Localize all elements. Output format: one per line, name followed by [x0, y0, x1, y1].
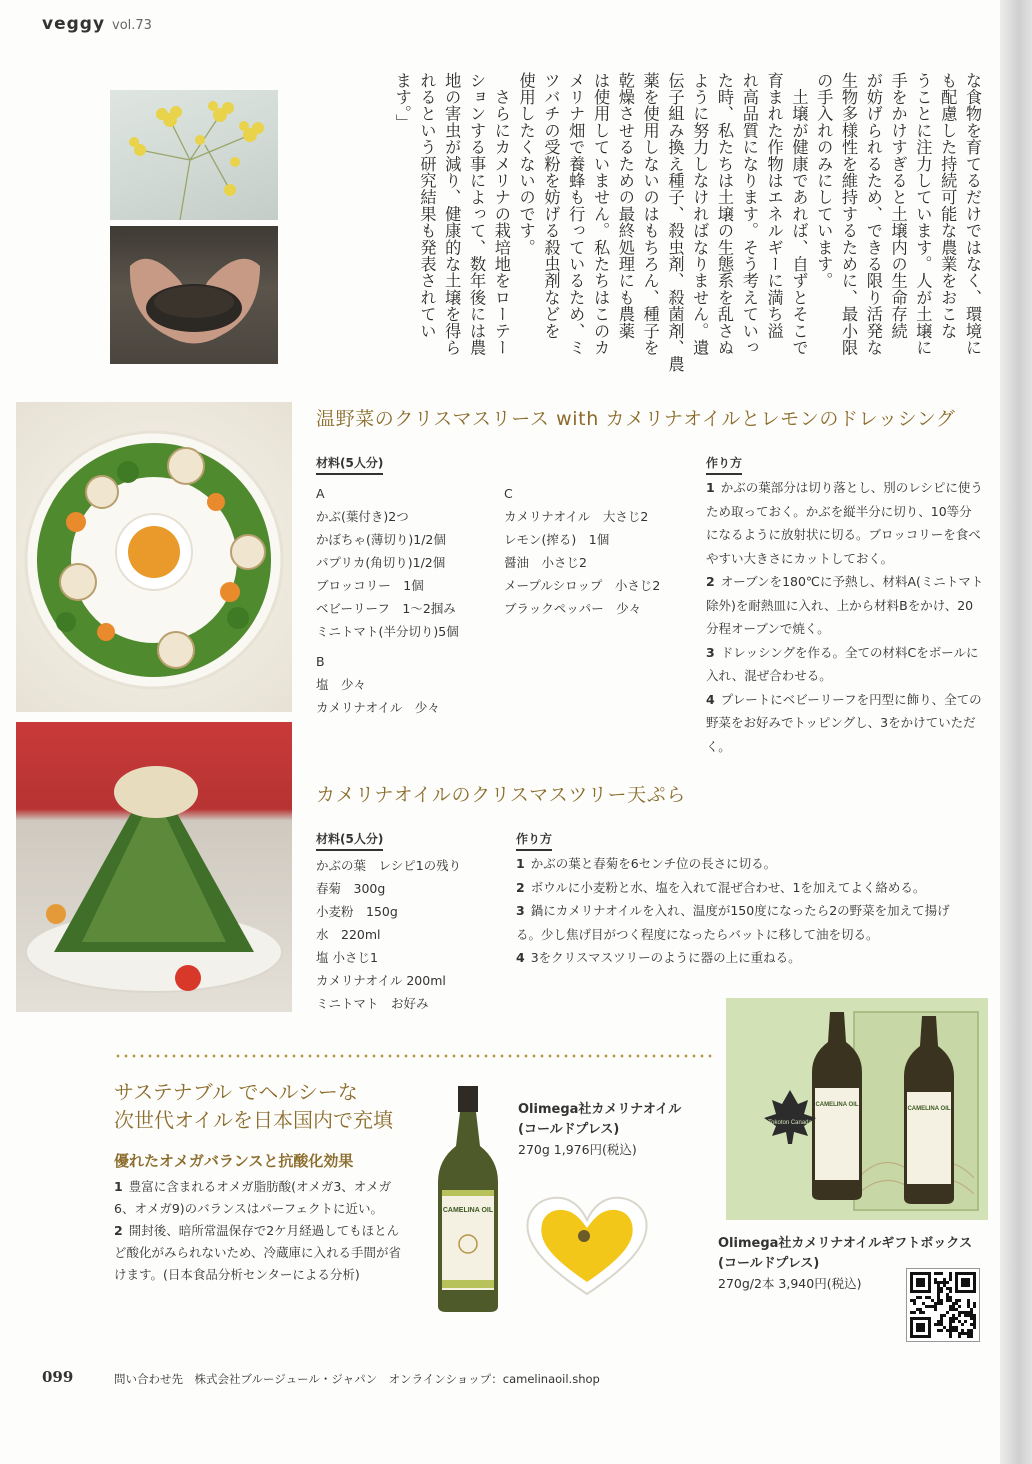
ingredient-item: カメリナオイル 大さじ2: [504, 509, 649, 524]
christmas-wreath-salad-photo: [16, 402, 292, 712]
intro-column: も配慮した持続可能な農業をおこな: [938, 72, 958, 340]
intro-column: れるという研究結果も発表されてい: [417, 72, 437, 340]
recipe1-title: 温野菜のクリスマスリース with カメリナオイルとレモンのドレッシング: [316, 408, 956, 430]
page-number: 099: [42, 1368, 74, 1386]
recipe2-method-label: 作り方: [516, 830, 552, 851]
heart-dish-oil-image: [522, 1190, 652, 1300]
magazine-volume: vol.73: [112, 18, 152, 33]
intro-column: さらにカメリナの栽培地をローテー: [491, 72, 511, 356]
ingredient-item: ブラックペッパー 少々: [504, 601, 642, 616]
ingredient-item: ミニトマト(半分切り)5個: [316, 624, 459, 639]
promo-headline-2: 次世代オイルを日本国内で充填: [114, 1108, 393, 1132]
intro-column: た時、私たちは土壌の生態系を乱さぬ: [715, 72, 735, 356]
recipe-step: 1 かぶの葉と春菊を6センチ位の長さに切る。: [516, 856, 777, 871]
ingredient-item: 水 220ml: [316, 927, 381, 942]
intro-column: が妨げられるため、できる限り活発な: [863, 72, 883, 356]
recipe-step: 4 プレートにベビーリーフを円型に飾り、全ての野菜をお好みでトッピングし、3をかけていただく。: [706, 691, 982, 754]
intro-column: ように努力しなければなりません。遺: [690, 72, 710, 356]
intro-column: 薬を使用しないのはもちろん、種子を: [640, 72, 660, 356]
intro-column: 手をかけすぎると土壌内の生命存続: [888, 72, 908, 340]
recipe-step: 3 ドレッシングを作る。全ての材料Cをボールに入れ、混ぜ合わせる。: [706, 644, 979, 683]
recipe1-group-a-list: [316, 505, 459, 643]
page-gutter-shadow: [1000, 0, 1032, 1464]
ingredient-item: 塩 少々: [316, 677, 367, 692]
recipe1-group-b-label: B: [316, 654, 325, 669]
promo-point: 2 開封後、暗所常温保存で2ケ月経過してもほとんど酸化がみられないため、冷蔵庫に入れる手間が省けます。(日本食品分析センターによる分析): [114, 1223, 402, 1282]
ingredient-item: かぶの葉 レシピ1の残り: [316, 858, 462, 873]
intro-column: 育まれた作物はエネルギーに満ち溢: [764, 72, 784, 340]
intro-column: 使用したくないのです。: [516, 72, 536, 256]
qr-code[interactable]: [906, 1268, 980, 1342]
product1-name: Olimega社カメリナオイル: [518, 1102, 682, 1117]
intro-column: ツバチの受粉を妨げる殺虫剤などを: [541, 72, 561, 340]
product1-price: 270g 1,976円(税込): [518, 1142, 637, 1157]
camelina-flower-photo: [110, 90, 278, 220]
ingredient-item: カメリナオイル 少々: [316, 700, 440, 715]
recipe-step: 3 鍋にカメリナオイルを入れ、温度が150度になったら2の野菜を加えて揚げる。少し焦げ目がつく程度になったらバットに移して油を切る。: [516, 903, 950, 942]
intro-column: 土壌が健康であれば、自ずとそこで: [789, 72, 809, 356]
recipe-step: 2 オーブンを180℃に予熱し、材料A(ミニトマト除外)を耐熱皿に入れ、上から材料Bをかけ、20分程オーブンで焼く。: [706, 574, 984, 636]
ingredient-item: ベビーリーフ 1〜2掴み: [316, 601, 456, 616]
recipe2-ingredients-list: [316, 854, 461, 1015]
recipe1-group-b-list: [316, 673, 440, 719]
intro-vertical-text: [312, 72, 984, 372]
intro-column: な食物を育てるだけではなく、環境に: [963, 72, 982, 356]
ingredient-item: 春菊 300g: [316, 881, 386, 896]
product1-name-sub: (コールドプレス): [518, 1122, 620, 1137]
intro-column: ます。」: [392, 72, 412, 131]
promo-headline-1: サステナブル でヘルシーな: [114, 1080, 358, 1104]
gift-box-image: [726, 998, 988, 1220]
ingredient-item: カメリナオイル 200ml: [316, 973, 446, 988]
intro-column: 地の害虫が減り、健康的な土壌を得ら: [442, 72, 462, 356]
recipe1-ingredients-label: 材料(5人分): [316, 454, 383, 475]
recipe1-group-c-list: [504, 505, 660, 620]
product2-name: Olimega社カメリナオイルギフトボックス: [718, 1236, 973, 1251]
product2-price: 270g/2本 3,940円(税込): [718, 1276, 862, 1291]
soil-hands-photo: [110, 226, 278, 364]
bottle-label-text: CAMELINA OIL: [442, 1207, 494, 1214]
promo-points: [114, 1176, 410, 1286]
ingredient-item: ミニトマト お好み: [316, 996, 429, 1011]
recipe1-group-c-label: C: [504, 486, 513, 501]
recipe-step: 4 3をクリスマスツリーのように器の上に重ねる。: [516, 950, 801, 965]
magazine-brand: veggy: [42, 14, 106, 34]
ingredient-item: ブロッコリー 1個: [316, 578, 424, 593]
promo-point: 1 豊富に含まれるオメガ脂肪酸(オメガ3、オメガ6、オメガ9)のバランスはパーフェクトに近い。: [114, 1179, 392, 1216]
intro-column: ションする事によって、数年後には農: [467, 72, 487, 356]
recipe-step: 2 ボウルに小麦粉と水、塩を入れて混ぜ合わせ、1を加えてよく絡める。: [516, 879, 926, 895]
tempura-tree-photo: [16, 722, 292, 1012]
recipe1-group-a-label: A: [316, 486, 325, 501]
intro-column: メリナ畑で養蜂も行っているため、ミ: [566, 72, 586, 356]
ingredient-item: 小麦粉 150g: [316, 904, 398, 919]
product1-info: [518, 1100, 681, 1160]
intro-column: うことに注力しています。人が土壌に: [913, 72, 933, 356]
gift-bottle-label-text: CAMELINA OIL: [815, 1102, 859, 1108]
ingredient-item: かぶ(葉付き)2つ: [316, 509, 409, 524]
intro-column: 生物多様性を維持するために、最小限: [839, 72, 859, 356]
recipe1-steps: [706, 476, 984, 758]
gift-bottle-label-text: CAMELINA OIL: [907, 1106, 951, 1112]
dotted-divider: [114, 1054, 714, 1058]
recipe-step: 1 かぶの葉部分は切り落とし、別のレシピに使うため取っておく。かぶを縦半分に切り、10等分になるように放射状に切る。ブロッコリーを食べやすい大きさにカットしておく。: [706, 480, 983, 566]
box-logo-text: Tokoton Canada: [768, 1120, 812, 1126]
ingredient-item: かぼちゃ(薄切り)1/2個: [316, 532, 446, 547]
footer-contact: 問い合わせ先 株式会社ブルージュール・ジャパン オンラインショップ：camelinaoil.shop: [114, 1372, 600, 1386]
ingredient-item: 醤油 小さじ2: [504, 555, 587, 570]
product2-name-sub: (コールドプレス): [718, 1256, 820, 1271]
intro-column: 伝子組み換え種子、殺虫剤、殺菌剤、農: [665, 72, 685, 373]
ingredient-item: メープルシロップ 小さじ2: [504, 578, 661, 593]
recipe1-method-label: 作り方: [706, 454, 742, 475]
promo-subhead: 優れたオメガバランスと抗酸化効果: [114, 1152, 354, 1170]
camelina-oil-bottle-image: [432, 1086, 504, 1314]
recipe2-steps: [516, 852, 968, 970]
ingredient-item: 塩 小さじ1: [316, 950, 378, 965]
ingredient-item: パプリカ(角切り)1/2個: [316, 555, 446, 570]
ingredient-item: レモン(搾る) 1個: [504, 532, 610, 547]
recipe2-ingredients-label: 材料(5人分): [316, 830, 383, 851]
intro-column: は使用していません。私たちはこのカ: [591, 72, 611, 356]
intro-column: れ高品質になります。そう考えていっ: [739, 72, 759, 356]
recipe2-title: カメリナオイルのクリスマスツリー天ぷら: [316, 784, 686, 806]
intro-column: 乾燥させるための最終処理にも農薬: [615, 72, 635, 340]
intro-column: の手入れのみにしています。: [814, 72, 834, 290]
